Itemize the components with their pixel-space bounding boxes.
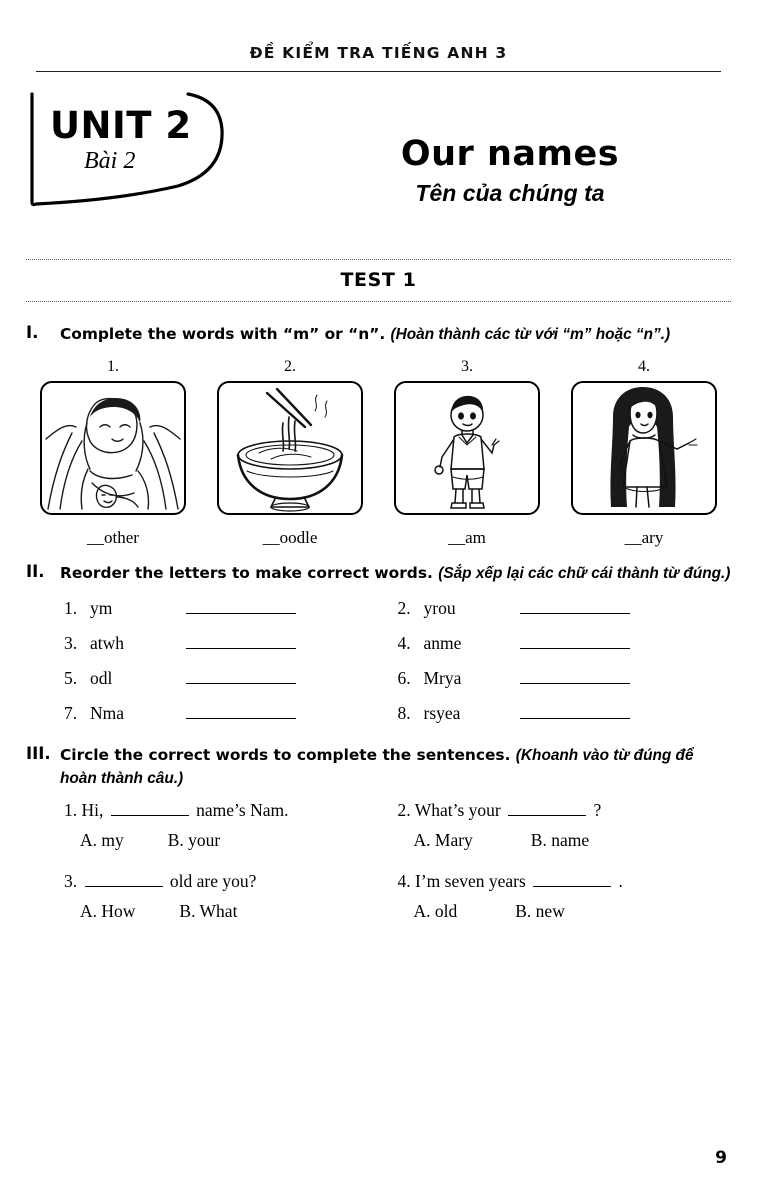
question-after: . [618, 871, 623, 892]
picture-index: 4. [638, 358, 650, 376]
picture-index: 2. [284, 358, 296, 376]
exercise-2-instruction-vi: (Sắp xếp lại các chữ cái thành từ đúng.) [438, 565, 731, 583]
reorder-item [398, 598, 732, 619]
reorder-item [64, 668, 398, 689]
circle-question-text [398, 800, 732, 821]
reorder-item-number: 4. [397, 632, 411, 653]
reorder-item-word: ym [90, 597, 113, 618]
question-after: old are you? [169, 871, 257, 892]
test-label: TEST 1 [340, 269, 417, 291]
lesson-title [300, 134, 720, 207]
reorder-item-answer-blank[interactable] [186, 671, 296, 684]
circle-question-options [398, 901, 732, 922]
option-b[interactable]: B. name [530, 830, 590, 851]
reorder-item-number: 5. [64, 667, 78, 688]
exercise-1-instruction-vi: (Hoàn thành các từ với “m” hoặc “n”.) [390, 326, 671, 343]
circle-question [64, 871, 398, 938]
page-number: 9 [715, 1148, 727, 1168]
unit-banner [0, 72, 757, 247]
picture-item [394, 358, 540, 548]
circle-question [398, 871, 732, 938]
option-b[interactable]: B. new [515, 901, 565, 922]
noodle-bowl-picture [217, 381, 363, 515]
mother-and-baby-picture [40, 381, 186, 515]
exercise-3 [26, 744, 731, 939]
reorder-item-word: Nma [90, 702, 125, 723]
exercise-3-heading [26, 744, 731, 791]
divider-line-bottom [26, 301, 731, 302]
reorder-item-number: 3. [64, 632, 78, 653]
option-a[interactable]: A. my [80, 830, 124, 851]
circle-question [64, 800, 398, 867]
circle-question-options [64, 901, 398, 922]
question-before: What’s your [414, 800, 501, 821]
reorder-item-word: odl [90, 667, 113, 688]
question-blank[interactable] [533, 874, 611, 887]
exercise-2-number: II. [26, 562, 45, 582]
picture-item [40, 358, 186, 548]
exercise-2-instruction-en: Reorder the letters to make correct words. [60, 564, 433, 583]
option-b[interactable]: B. What [179, 901, 238, 922]
reorder-item-word: rsyea [423, 702, 461, 723]
exercise-3-number: III. [26, 743, 51, 763]
reorder-item-number: 6. [397, 667, 411, 688]
exercise-2 [26, 562, 731, 723]
reorder-list [26, 598, 731, 724]
question-number: 4. [397, 871, 411, 892]
unit-lesson: Bài 2 [84, 148, 136, 174]
question-blank[interactable] [508, 803, 586, 816]
reorder-item-answer-blank[interactable] [520, 636, 630, 649]
question-after: ? [593, 800, 602, 821]
reorder-item-answer-blank[interactable] [186, 601, 296, 614]
question-number: 2. [397, 800, 411, 821]
exercise-3-instruction [60, 744, 731, 791]
question-blank[interactable] [85, 874, 163, 887]
picture-index: 1. [107, 358, 119, 376]
reorder-item [64, 633, 398, 654]
exercise-3-instruction-vi: (Khoanh vào từ đúng để hoàn thành câu.) [60, 746, 694, 787]
unit-number: UNIT 2 [50, 104, 192, 147]
question-before: Hi, [81, 800, 104, 821]
divider-line-top [26, 259, 731, 260]
reorder-item-number: 7. [64, 702, 78, 723]
circle-questions [26, 800, 731, 938]
picture-answer-word: __other [87, 528, 139, 548]
circle-question-text [398, 871, 732, 892]
circle-question-options [64, 830, 398, 851]
question-blank[interactable] [111, 803, 189, 816]
reorder-item-word: yrou [423, 597, 456, 618]
test-divider [26, 253, 731, 309]
question-number: 3. [64, 871, 78, 892]
lesson-title-en: Our names [400, 134, 620, 174]
reorder-item-answer-blank[interactable] [520, 671, 630, 684]
picture-answer-word: __am [448, 528, 486, 548]
circle-question-options [398, 830, 732, 851]
reorder-item-answer-blank[interactable] [520, 706, 630, 719]
reorder-item-word: Mrya [423, 667, 462, 688]
running-head: ĐỀ KIỂM TRA TIẾNG ANH 3 [249, 44, 508, 62]
option-a[interactable]: A. old [413, 901, 458, 922]
reorder-item [398, 703, 732, 724]
lesson-title-vi: Tên của chúng ta [415, 180, 605, 206]
exercise-1-number: I. [26, 323, 39, 342]
reorder-item [64, 703, 398, 724]
unit-badge [28, 90, 228, 208]
option-a[interactable]: A. How [80, 901, 136, 922]
question-after: name’s Nam. [196, 800, 289, 821]
reorder-item [398, 633, 732, 654]
question-before: I’m seven years [415, 871, 526, 892]
picture-index: 3. [461, 358, 473, 376]
exercise-1-heading [26, 323, 731, 346]
question-number: 1. [64, 800, 78, 821]
option-a[interactable]: A. Mary [413, 830, 473, 851]
reorder-item-word: anme [423, 632, 462, 653]
reorder-item-number: 8. [397, 702, 411, 723]
option-b[interactable]: B. your [167, 830, 221, 851]
exercise-2-heading [26, 562, 731, 585]
reorder-item-answer-blank[interactable] [186, 706, 296, 719]
reorder-item-number: 1. [64, 597, 78, 618]
picture-row [26, 358, 731, 548]
reorder-item-number: 2. [397, 597, 411, 618]
circle-question [398, 800, 732, 867]
reorder-item [398, 668, 732, 689]
reorder-item [64, 598, 398, 619]
boy-standing-picture [394, 381, 540, 515]
picture-answer-word: __ary [624, 528, 664, 548]
exercise-3-instruction-en: Circle the correct words to complete the sentences. [60, 745, 511, 764]
picture-answer-word: __oodle [262, 528, 318, 548]
reorder-item-word: atwh [90, 632, 125, 653]
reorder-item-answer-blank[interactable] [186, 636, 296, 649]
exercise-1 [26, 323, 731, 548]
picture-item [571, 358, 717, 548]
circle-question-text [64, 871, 398, 892]
exercise-2-instruction [60, 562, 730, 585]
exercise-1-instruction-en: Complete the words with “m” or “n”. [60, 325, 386, 343]
picture-item [217, 358, 363, 548]
circle-question-text [64, 800, 398, 821]
girl-long-hair-picture [571, 381, 717, 515]
reorder-item-answer-blank[interactable] [520, 601, 630, 614]
exercise-1-instruction [60, 323, 670, 346]
